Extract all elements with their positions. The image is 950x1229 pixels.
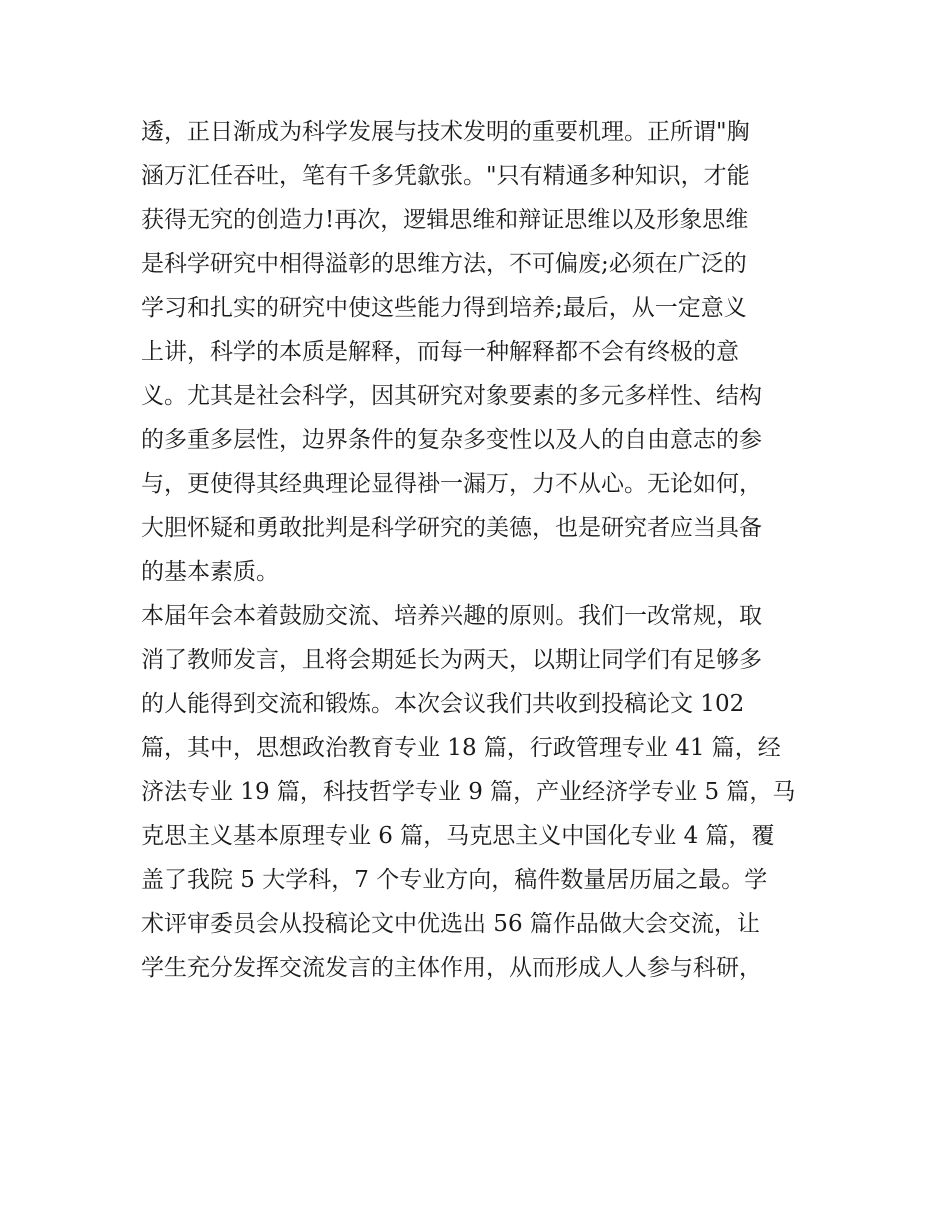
paragraph-1 [141,110,821,594]
text-line: 大胆怀疑和勇敢批判是科学研究的美德，也是研究者应当具备 [141,515,762,541]
text-line: 的多重多层性，边界条件的复杂多变性以及人的自由意志的参 [141,427,762,453]
text-line: 本届年会本着鼓励交流、培养兴趣的原则。我们一改常规，取 [141,603,762,629]
text-line: 学习和扎实的研究中使这些能力得到培养;最后，从一定意义 [141,295,747,321]
text-line: 盖了我院 5 大学科，7 个专业方向，稿件数量居历届之最。学 [141,867,768,893]
text-line: 克思主义基本原理专业 6 篇，马克思主义中国化专业 4 篇，覆 [141,823,775,849]
text-line: 涵万汇任吞吐，笔有千多凭歙张。"只有精通多种知识，才能 [141,163,750,189]
text-line: 上讲，科学的本质是解释，而每一种解释都不会有终极的意 [141,339,739,365]
text-line: 济法专业 19 篇，科技哲学专业 9 篇，产业经济学专业 5 篇，马 [141,779,796,805]
text-line: 的基本素质。 [141,559,279,585]
text-line: 消了教师发言，且将会期延长为两天，以期让同学们有足够多 [141,647,762,673]
text-line: 透，正日渐成为科学发展与技术发明的重要机理。正所谓"胸 [141,119,750,145]
text-line: 获得无究的创造力!再次，逻辑思维和辩证思维以及形象思维 [141,207,749,233]
text-line: 义。尤其是社会科学，因其研究对象要素的多元多样性、结构 [141,383,762,409]
body-text [141,110,821,990]
text-line: 的人能得到交流和锻炼。本次会议我们共收到投稿论文 102 [141,691,745,717]
text-line: 学生充分发挥交流发言的主体作用，从而形成人人参与科研， [141,955,762,981]
paragraph-2 [141,594,821,990]
text-line: 是科学研究中相得溢彰的思维方法，不可偏废;必须在广泛的 [141,251,747,277]
text-line: 术评审委员会从投稿论文中优选出 56 篇作品做大会交流，让 [141,911,760,937]
text-line: 与，更使得其经典理论显得褂一漏万，力不从心。无论如何， [141,471,762,497]
text-line: 篇，其中，思想政治教育专业 18 篇，行政管理专业 41 篇，经 [141,735,781,761]
